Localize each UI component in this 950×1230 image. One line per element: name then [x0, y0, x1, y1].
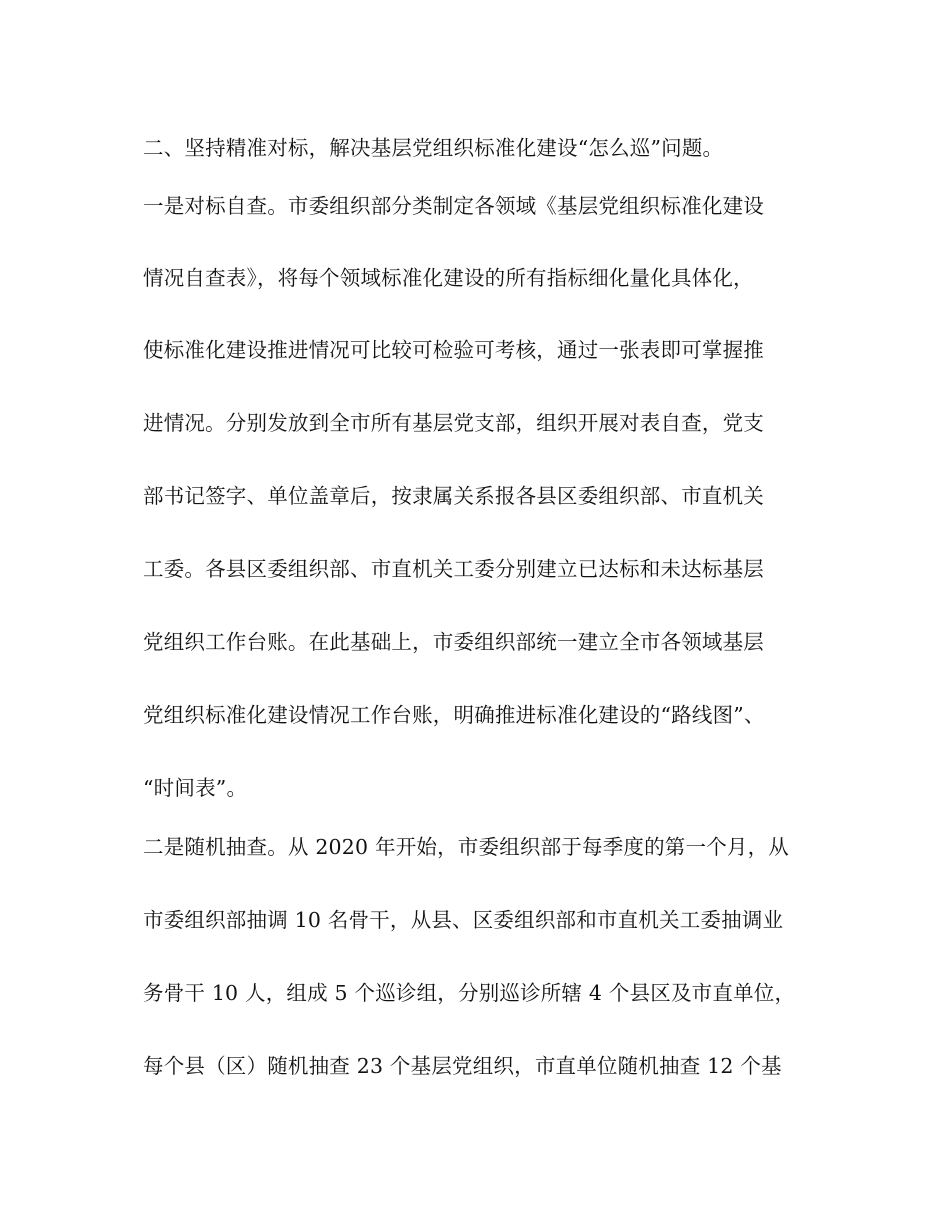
paragraph-line: 市委组织部抽调 10 名骨干，从县、区委组织部和市直机关工委抽调业 — [143, 908, 784, 932]
paragraph-line: 每个县（区）随机抽查 23 个基层党组织，市直单位随机抽查 12 个基 — [143, 1054, 782, 1078]
paragraph-line: 务骨干 10 人，组成 5 个巡诊组，分别巡诊所辖 4 个县区及市直单位， — [143, 981, 796, 1005]
paragraph-line: 使标准化建设推进情况可比较可检验可考核，通过一张表即可掌握推 — [143, 338, 764, 362]
paragraph-line: 二是随机抽查。从 2020 年开始，市委组织部于每季度的第一个月，从 — [143, 835, 790, 859]
paragraph-line: 党组织工作台账。在此基础上，市委组织部统一建立全市各领域基层 — [143, 630, 764, 654]
paragraph-line: 党组织标准化建设情况工作台账，明确推进标准化建设的“路线图”、 — [143, 703, 765, 727]
paragraph-line: 进情况。分别发放到全市所有基层党支部，组织开展对表自查，党支 — [143, 411, 764, 435]
paragraph-line: 工委。各县区委组织部、市直机关工委分别建立已达标和未达标基层 — [143, 557, 764, 581]
section-heading: 二、坚持精准对标，解决基层党组织标准化建设“怎么巡”问题。 — [143, 136, 724, 160]
paragraph-line: “时间表”。 — [143, 776, 248, 800]
paragraph-line: 部书记签字、单位盖章后，按隶属关系报各县区委组织部、市直机关 — [143, 484, 764, 508]
paragraph-line: 一是对标自查。市委组织部分类制定各领域《基层党组织标准化建设 — [143, 194, 764, 218]
paragraph-line: 情况自查表》，将每个领域标准化建设的所有指标细化量化具体化， — [143, 266, 754, 290]
